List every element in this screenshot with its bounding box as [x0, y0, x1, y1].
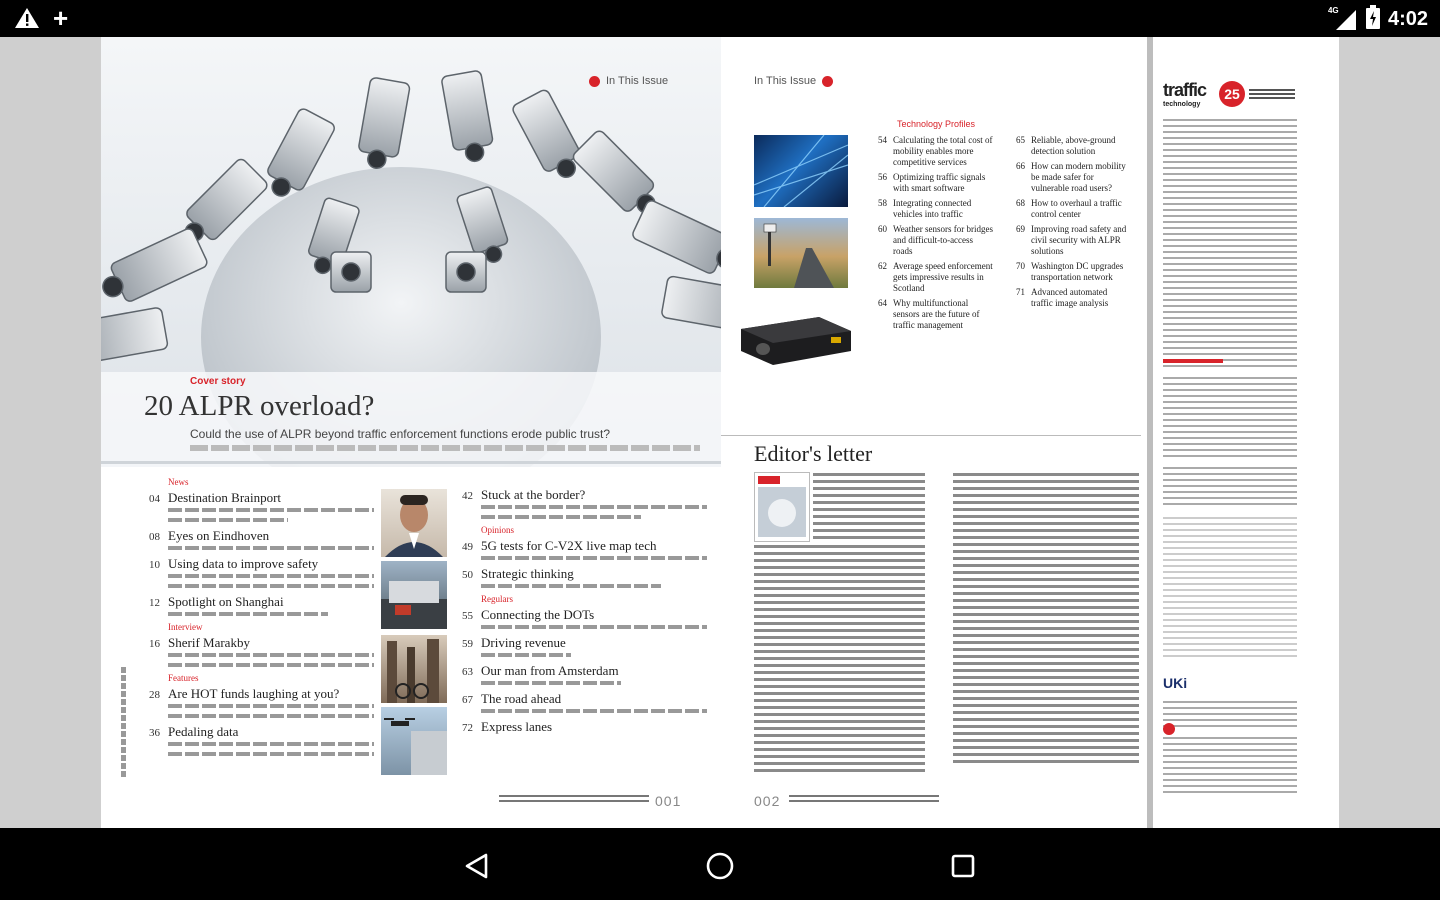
- toc-item-number: 50: [462, 569, 473, 581]
- anniversary-badge: 25: [1219, 81, 1245, 107]
- profile-item-title: Calculating the total cost of mobility enables more competitive services: [893, 135, 993, 167]
- toc-item-title: Sherif Marakby: [168, 635, 250, 650]
- profile-item-title: Integrating connected vehicles into traffic: [893, 198, 972, 219]
- anniversary-text: [1249, 89, 1295, 99]
- profile-item-title: How can modern mobility be made safer for vulnerable road users?: [1031, 161, 1126, 193]
- profile-item[interactable]: [1009, 198, 1131, 220]
- profile-item-number: 60: [878, 224, 887, 234]
- toc-item-description: [481, 515, 641, 519]
- section-header-label: In This Issue: [754, 75, 817, 87]
- toc-item[interactable]: [457, 607, 707, 623]
- toc-item-description: [481, 625, 707, 629]
- toc-item-description: [168, 752, 374, 756]
- status-bar: [0, 0, 1440, 37]
- toc-item-description: [168, 584, 374, 588]
- toc-item-number: 36: [149, 727, 160, 739]
- association-logo: [1163, 723, 1175, 735]
- profile-image-network: [754, 135, 848, 207]
- profile-image-sensor: [739, 307, 854, 369]
- toc-item-description: [168, 742, 374, 746]
- profile-item[interactable]: [1009, 161, 1131, 194]
- toc-item-number: 72: [462, 722, 473, 734]
- recents-icon[interactable]: [943, 846, 983, 886]
- profile-item-number: 68: [1016, 198, 1025, 208]
- toc-item-number: 67: [462, 694, 473, 706]
- brand-logo: [1163, 80, 1206, 108]
- toc-item-title: Driving revenue: [481, 635, 566, 650]
- profile-item-number: 65: [1016, 135, 1025, 145]
- profile-item[interactable]: [871, 298, 993, 331]
- toc-section-regulars: Regulars: [481, 594, 513, 604]
- toc-item-title: Are HOT funds laughing at you?: [168, 686, 340, 701]
- page-number-left: 001: [655, 793, 682, 809]
- profile-item-title: Washington DC upgrades transportation network: [1031, 261, 1124, 282]
- toc-item[interactable]: [457, 663, 707, 679]
- brand-subtitle: technology: [1163, 101, 1201, 108]
- toc-item-description: [168, 518, 288, 522]
- toc-item-title: Express lanes: [481, 719, 553, 734]
- technology-profiles-heading: Technology Profiles: [897, 119, 976, 129]
- toc-right-column: [457, 487, 707, 735]
- toc-section-interview: Interview: [168, 622, 203, 632]
- drone-image: [381, 707, 447, 775]
- technology-profiles-column-2: [1009, 135, 1131, 313]
- cover-page-number: 20: [144, 390, 173, 422]
- masthead-credits: [1163, 377, 1297, 457]
- back-icon[interactable]: [457, 846, 497, 886]
- toc-item[interactable]: [144, 724, 374, 740]
- toc-item-number: 42: [462, 490, 473, 502]
- profile-item[interactable]: [871, 172, 993, 194]
- cover-subtitle: Could the use of ALPR beyond traffic enforcement functions erode public trust?: [190, 427, 611, 441]
- profile-item[interactable]: [1009, 135, 1131, 157]
- toc-item-description: [481, 584, 661, 588]
- brand-name: traffic: [1163, 80, 1207, 100]
- toc-item[interactable]: [144, 686, 374, 702]
- toc-item-description: [168, 653, 374, 657]
- cover-title[interactable]: [144, 390, 374, 423]
- divider: [721, 435, 1141, 436]
- toc-item[interactable]: [457, 487, 707, 503]
- magazine-page-middle[interactable]: [721, 37, 1147, 828]
- toc-item-title: Stuck at the border?: [481, 487, 586, 502]
- masthead-highlight: [1163, 359, 1223, 363]
- profile-item-title: Improving road safety and civil security with ALPR solutions: [1031, 224, 1127, 256]
- profile-item-title: Why multifunctional sensors are the future of traffic management: [893, 298, 980, 330]
- toc-item-description: [168, 574, 374, 578]
- toc-item-title: The road ahead: [481, 691, 562, 706]
- toc-item-number: 28: [149, 689, 160, 701]
- page-footer: [789, 795, 939, 805]
- profile-item-number: 71: [1016, 287, 1025, 297]
- editors-letter-text: [754, 545, 925, 773]
- toc-item-number: 55: [462, 610, 473, 622]
- section-dot-icon: [589, 76, 600, 87]
- toc-item-number: 59: [462, 638, 473, 650]
- section-header: [754, 75, 833, 87]
- toc-item-description: [168, 704, 374, 708]
- border-image: [381, 561, 447, 629]
- network-type-label: 4G: [1327, 6, 1339, 15]
- toc-item-title: Destination Brainport: [168, 490, 282, 505]
- profile-item[interactable]: [1009, 261, 1131, 283]
- profile-item-title: Weather sensors for bridges and difficult-to-access roads: [893, 224, 993, 256]
- toc-item-title: Using data to improve safety: [168, 556, 319, 571]
- cover-caption: [190, 445, 700, 451]
- toc-item-description: [168, 546, 374, 550]
- masthead-credits: [1163, 119, 1297, 369]
- section-dot-icon: [822, 76, 833, 87]
- toc-item-description: [168, 508, 374, 512]
- toc-item-title: Eyes on Eindhoven: [168, 528, 270, 543]
- toc-item[interactable]: [457, 719, 707, 735]
- toc-section-opinions: Opinions: [481, 525, 515, 535]
- profile-item[interactable]: [871, 135, 993, 168]
- profile-item-title: How to overhaul a traffic control center: [1031, 198, 1122, 219]
- toc-item-number: 63: [462, 666, 473, 678]
- publisher-info: [1163, 737, 1297, 797]
- toc-item[interactable]: [144, 528, 374, 544]
- toc-item-number: 12: [149, 597, 160, 609]
- divider: [101, 461, 721, 464]
- page-number-middle: 002: [754, 793, 781, 809]
- cover-label: Cover story: [190, 376, 246, 387]
- amsterdam-image: [381, 635, 447, 703]
- profile-item-number: 70: [1016, 261, 1025, 271]
- profile-item[interactable]: [871, 224, 993, 257]
- clock: 4:02: [1387, 7, 1428, 30]
- toc-item-title: Spotlight on Shanghai: [168, 594, 284, 609]
- toc-item-number: 16: [149, 638, 160, 650]
- toc-item-description: [481, 709, 707, 713]
- toc-item-title: Connecting the DOTs: [481, 607, 595, 622]
- toc-item[interactable]: [144, 594, 374, 610]
- toc-item-number: 49: [462, 541, 473, 553]
- magazine-page-left[interactable]: [101, 37, 721, 828]
- toc-item-description: [481, 653, 571, 657]
- section-header: [589, 75, 668, 87]
- profile-item-number: 69: [1016, 224, 1025, 234]
- toc-item-description: [168, 612, 328, 616]
- profile-item-title: Reliable, above-ground detection solution: [1031, 135, 1116, 156]
- toc-item-title: Pedaling data: [168, 724, 239, 739]
- toc-item[interactable]: [144, 635, 374, 651]
- toc-item-title: Our man from Amsterdam: [481, 663, 619, 678]
- technology-profiles-column-1: [871, 135, 993, 335]
- profile-item[interactable]: [871, 198, 993, 220]
- profile-item-title: Advanced automated traffic image analysis: [1031, 287, 1109, 308]
- editors-letter-title[interactable]: Editor's letter: [754, 441, 873, 466]
- profile-item-number: 66: [1016, 161, 1025, 171]
- toc-item[interactable]: [457, 538, 707, 554]
- add-icon: +: [53, 3, 69, 33]
- signal-icon: [1328, 8, 1358, 30]
- masthead-legal-text: [1163, 517, 1297, 657]
- interview-portrait-image: [381, 489, 447, 557]
- profile-item-number: 62: [878, 261, 887, 271]
- toc-item-number: 10: [149, 559, 160, 571]
- profile-item-number: 64: [878, 298, 887, 308]
- home-icon[interactable]: [700, 846, 740, 886]
- battery-icon: [1366, 5, 1380, 34]
- toc-item-number: 04: [149, 493, 160, 505]
- profile-item[interactable]: [1009, 287, 1131, 309]
- profile-item[interactable]: [871, 261, 993, 294]
- magazine-cover-thumbnail: [754, 472, 810, 542]
- toc-left-column: [144, 475, 374, 762]
- editors-letter-text: [813, 473, 925, 540]
- image-credit: [121, 667, 126, 777]
- toc-item[interactable]: [457, 691, 707, 707]
- toc-item[interactable]: [457, 635, 707, 651]
- toc-item-description: [168, 663, 374, 667]
- editors-letter-text: [953, 473, 1139, 763]
- section-header-label: In This Issue: [606, 75, 669, 87]
- warning-icon: [14, 7, 40, 34]
- magazine-page-right[interactable]: [1153, 37, 1339, 828]
- navigation-bar: [0, 828, 1440, 900]
- toc-item-title: 5G tests for C-V2X live map tech: [481, 538, 657, 553]
- profile-item-number: 54: [878, 135, 887, 145]
- toc-item-description: [481, 681, 621, 685]
- publisher-info: [1163, 701, 1297, 731]
- profile-item-title: Optimizing traffic signals with smart software: [893, 172, 986, 193]
- profile-item-number: 56: [878, 172, 887, 182]
- toc-section-features: Features: [168, 673, 199, 683]
- profile-item-number: 58: [878, 198, 887, 208]
- toc-section-news: News: [168, 477, 189, 487]
- toc-item-description: [168, 714, 374, 718]
- toc-item-number: 08: [149, 531, 160, 543]
- profile-item-title: Average speed enforcement gets impressive results in Scotland: [893, 261, 993, 293]
- toc-item-description: [481, 556, 707, 560]
- profile-item[interactable]: [1009, 224, 1131, 257]
- toc-item[interactable]: [144, 556, 374, 572]
- toc-item-title: Strategic thinking: [481, 566, 574, 581]
- profile-image-road: [754, 218, 848, 288]
- publisher-logo: UKi: [1163, 675, 1188, 691]
- page-footer: [499, 795, 649, 805]
- toc-item-description: [481, 505, 707, 509]
- toc-item[interactable]: [457, 566, 707, 582]
- masthead-address: [1163, 467, 1297, 507]
- cover-headline: ALPR overload?: [178, 390, 375, 422]
- toc-item[interactable]: [144, 490, 374, 506]
